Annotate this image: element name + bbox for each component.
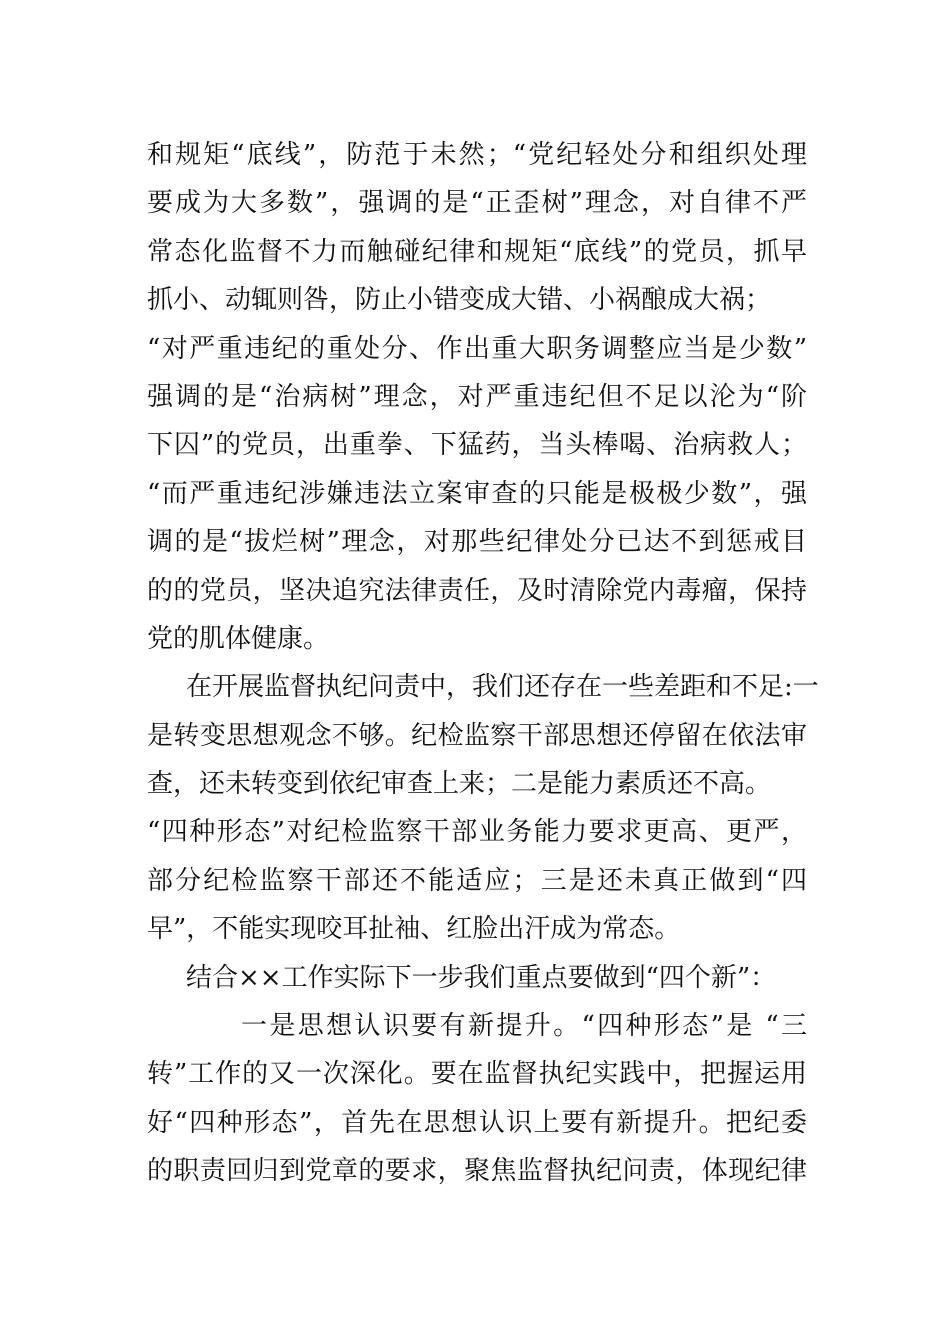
text-line: 的职责回归到党章的要求，聚焦监督执纪问责，体现纪律 <box>147 1156 807 1187</box>
text-line: 调的是“拔烂树”理念，对那些纪律处分已达不到惩戒目 <box>147 527 807 558</box>
text-line: 抓小、动辄则咎，防止小错变成大错、小祸酿成大祸； <box>147 285 772 316</box>
text-line: 早”，不能实现咬耳扯袖、红脸出汗成为常态。 <box>147 914 681 945</box>
text-line: 好“四种形态”，首先在思想认识上要有新提升。把纪委 <box>147 1107 807 1138</box>
text-line: 和规矩“底线”，防范于未然；“党纪轻处分和组织处理 <box>147 140 807 170</box>
text-line: “对严重违纪的重处分、作出重大职务调整应当是少数” <box>147 333 807 364</box>
document-body <box>147 131 819 1196</box>
text-line: 转”工作的又一次深化。要在监督执纪实践中，把握运用 <box>147 1059 807 1090</box>
paragraph-first-line: 结合××工作实际下一步我们重点要做到“四个新”： <box>186 962 777 993</box>
text-line: 部分纪检监察干部还不能适应；三是还未真正做到“四 <box>147 865 807 896</box>
text-line: 是转变思想观念不够。纪检监察干部思想还停留在依法审 <box>147 720 807 751</box>
text-line: “而严重违纪涉嫌违法立案审查的只能是极极少数”，强 <box>147 478 807 509</box>
text-line: 下囚”的党员，出重拳、下猛药，当头棒喝、治病救人； <box>147 430 807 461</box>
text-line: 强调的是“治病树”理念，对严重违纪但不足以沦为“阶 <box>147 381 807 412</box>
text-line: 常态化监督不力而触碰纪律和规矩“底线”的党员，抓早 <box>147 236 807 267</box>
text-line: 要成为大多数”，强调的是“正歪树”理念，对自律不严 <box>147 188 807 219</box>
text-line: 查，还未转变到依纪审查上来；二是能力素质还不高。 <box>147 769 772 800</box>
text-line: 党的肌体健康。 <box>147 623 330 654</box>
text-line: “四种形态”对纪检监察干部业务能力要求更高、更严， <box>147 817 807 848</box>
paragraph-first-line: 一是思想认识要有新提升。“四种形态”是 “三 <box>241 1011 807 1042</box>
text-line: 的的党员，坚决追究法律责任，及时清除党内毒瘤，保持 <box>147 575 807 606</box>
paragraph-first-line: 在开展监督执纪问责中，我们还存在一些差距和不足:一 <box>186 672 819 703</box>
